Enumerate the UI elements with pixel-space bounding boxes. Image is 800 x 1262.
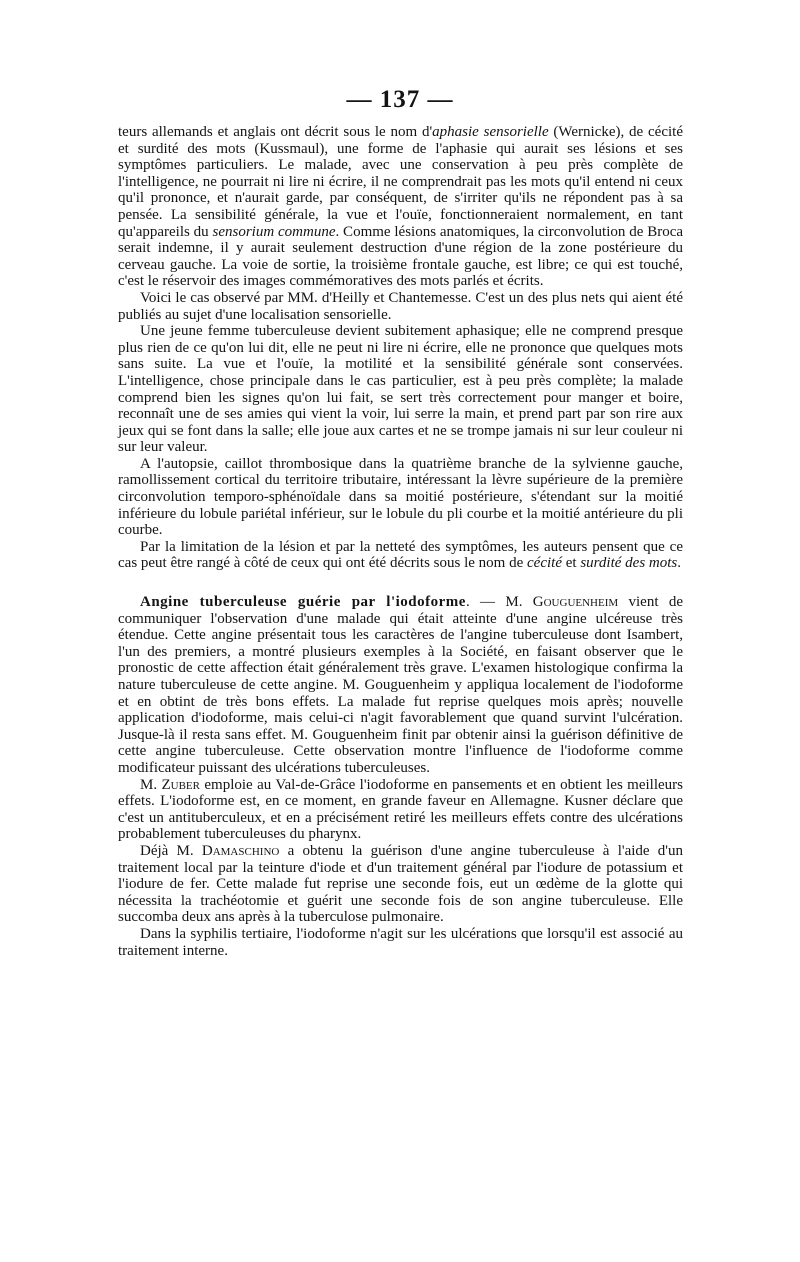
text-run: teurs allemands et anglais ont décrit sous le nom d' xyxy=(118,124,433,140)
paragraph xyxy=(118,124,683,290)
text-run: A l'autopsie, caillot thrombosique dans la quatrième branche de la sylvienne gauche, ramollissement cortical du territoire tributaire, intéressant la lèvre supérieure de la première circonvolution temporo-sphénoïdale dans sa moitié postérieure, s'étendant sur la moitié inférieure du lobule pariétal inférieur, sur le lobule du pli courbe et la moitié antérieure du pli courbe. xyxy=(118,455,683,539)
text-run: Déjà M. xyxy=(140,842,202,859)
paragraph xyxy=(118,323,683,456)
paragraph xyxy=(118,594,683,777)
text-run: . Comme lésions anatomiques, la circonvolution de Broca serait indemne, il y aurait seulement destruction d'une région de la zone postérieure du cerveau gauche. La voie de sortie, la troisième frontale gauche, est libre; ce qui est touché, c'est le réservoir des images commémoratives des mots parlés et écrits. xyxy=(118,223,684,290)
text-run: aphasie sensorielle xyxy=(432,124,549,140)
text-run: et xyxy=(561,555,581,572)
paragraph xyxy=(118,777,683,843)
text-run: vient de communiquer l'observation d'une malade qui était atteinte d'une angine ulcéreuse très étendue. Cette angine présentait tous les caractères de l'angine tuberculeuse dont Isambert, l'un des premiers, a montré plusieurs exemples à la Société, en faisant observer que le pronostic de cette affection était généralement très grave. L'examen histologique confirma la nature tuberculeuse de cette angine. M. Gouguenheim y appliqua localement de l'iodoforme et en obtint de très bons effets. La malade fut reprise quelques mois après; nouvelle application d'iodoforme, mais celui-ci n'agit favorablement que quand survint l'ulcération. Jusque-là il resta sans effet. M. Gouguenheim finit par obtenir ainsi la guérison définitive de cette angine tuberculeuse. Cette observation montre l'influence de l'iodoforme comme modificateur puissant des ulcérations tuberculeuses. xyxy=(118,594,683,776)
text-run: M. xyxy=(140,776,162,793)
paragraph xyxy=(118,290,683,323)
text-run: Par la limitation de la lésion et par la netteté des symptômes, les auteurs pensent que ce cas peut être rangé à côté de ceux qui ont été décrits sous le nom de xyxy=(118,538,683,572)
paragraph xyxy=(118,539,683,572)
text-run: surdité des mots xyxy=(580,555,678,572)
text-run: Gouguenheim xyxy=(532,594,619,611)
text-run: sensorium commune xyxy=(212,223,336,240)
text-run: Voici le cas observé par MM. d'Heilly et Chantemesse. C'est un des plus nets qui aient été publiés au sujet d'une localisation sensorielle. xyxy=(118,289,683,323)
text-run: cécité xyxy=(527,555,562,572)
text-run: Zuber xyxy=(161,776,200,793)
section-angine-tuberculeuse xyxy=(118,594,683,959)
text-run: . — M. xyxy=(465,594,533,611)
text-run: . xyxy=(677,555,682,572)
text-run: emploie au Val-de-Grâce l'iodoforme en pansements et en obtient les meilleurs effets. L'iodoforme est, en ce moment, en grande faveur en Allemagne. Kusner déclare que c'est un antituberculeux, et en a précisément retiré les meilleurs effets contre des ulcérations probablement tuberculeuses du pharynx. xyxy=(118,776,684,843)
text-run: Damaschino xyxy=(201,842,280,859)
paragraph xyxy=(118,456,683,539)
text-run: Une jeune femme tuberculeuse devient subitement aphasique; elle ne comprend presque plus rien de ce qu'on lui dit, elle ne peut ni lire ni écrire, elle ne prononce que quelques mots sans suite. La vue et l'ouïe, la motilité et la sensibilité générale sont conservées. L'intelligence, chose principale dans le cas particulier, est à peu près complète; la malade comprend bien les signes qu'on lui fait, se sert très correctement pour manger et boire, reconnaît une de ses amies qui vient la voir, lui serre la main, et prend part par son rire aux jeux qui se font dans la salle; elle joue aux cartes et ne se trompe jamais ni sur leur couleur ni sur leur valeur. xyxy=(118,323,683,456)
text-run: Dans la syphilis tertiaire, l'iodoforme n'agit sur les ulcérations que lorsqu'il est associé au traitement interne. xyxy=(118,925,683,959)
paragraph xyxy=(118,843,683,926)
paragraph xyxy=(118,926,683,959)
section-title: Angine tuberculeuse guérie par l'iodoforme xyxy=(140,594,466,611)
section-aphasie-sensorielle xyxy=(118,124,683,572)
page-number: — 137 — xyxy=(346,86,454,113)
text-run: (Wernicke), de cécité et surdité des mots (Kussmaul), une forme de l'aphasie qui aurait ses lésions et ses symptômes particuliers. Le malade, avec une conservation à peu près complète de l'intelligence, ne pourrait ni lire ni écrire, il ne comprendrait pas les mots qu'il entend ni ceux qu'il prononce, et n'aurait garde, par conséquent, de s'irriter qu'ils ne répondent pas à sa pensée. La sensibilité générale, la vue et l'ouïe, fonctionneraient normalement, en tant qu'appareils du xyxy=(118,124,683,240)
text-run: a obtenu la guérison d'une angine tuberculeuse à l'aide d'un traitement local par la teinture d'iode et d'un traitement général par l'iodure de potassium et l'iodure de fer. Cette malade fut reprise une seconde fois, eut un œdème de la glotte qui nécessita la trachéotomie et guérit une seconde fois de son angine tuberculeuse. Elle succomba deux ans après à la tuberculose pulmonaire. xyxy=(118,842,683,926)
body-text xyxy=(118,124,683,959)
